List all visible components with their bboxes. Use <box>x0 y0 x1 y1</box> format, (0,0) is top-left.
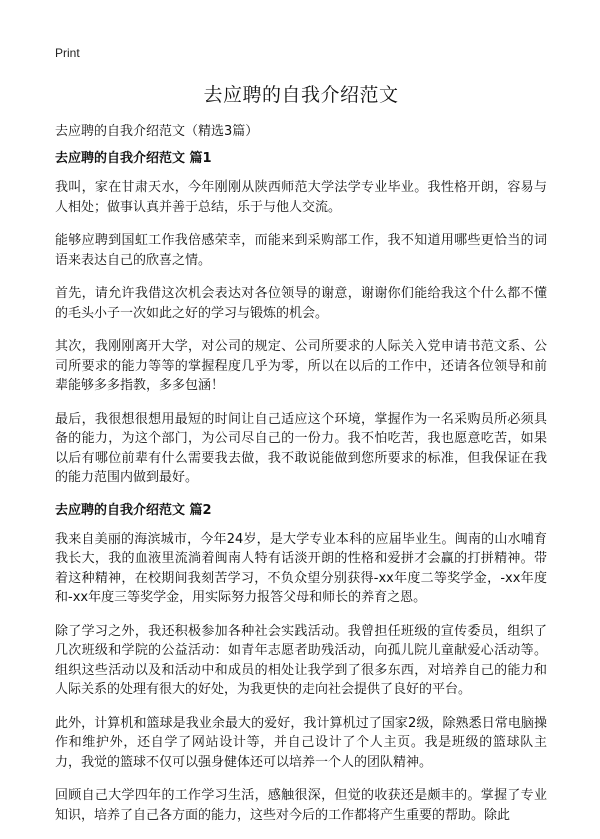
section-1 <box>55 150 547 488</box>
paragraph: 我叫，家在甘肃天水，今年刚刚从陕西师范大学法学专业毕业。我性格开朗，容易与人相处；做事认真并善于总结，乐于与他人交流。 <box>55 180 547 215</box>
paragraph: 最后，我很想很想用最短的时间让自己适应这个环境，掌握作为一名采购员所必须具备的能力，为这个部门，为公司尽自己的一份力。我不怕吃苦，我也愿意吃苦，如果以后有哪位前辈有什么需要我去做，我不敢说能做到您所要求的标准，但我保证在我的能力范围内做到最好。 <box>55 411 547 485</box>
article-body <box>55 150 547 839</box>
paragraph: 首先，请允许我借这次机会表达对各位领导的谢意，谢谢你们能给我这个什么都不懂的毛头小子一次如此之好的学习与锻炼的机会。 <box>55 286 547 321</box>
page-title: 去应聘的自我介绍范文 <box>203 84 399 106</box>
paragraph: 其次，我刚刚离开大学，对公司的规定、公司所要求的人际关入党申请书范文系、公司所要求的能力等等的掌握程度几乎为零，所以在以后的工作中，还请各位领导和前辈能够多多指教，多多包涵！ <box>55 339 547 393</box>
paragraph: 能够应聘到国虹工作我倍感荣幸，而能来到采购部工作，我不知道用哪些更恰当的词语来表达自己的欣喜之情。 <box>55 233 547 268</box>
paragraph: 此外，计算机和篮球是我业余最大的爱好，我计算机过了国家2级，除熟悉日常电脑操作和维护外，还自学了网站设计等，并自己设计了个人主页。我是班级的篮球队主力，我觉的篮球不仅可以强身健体还可以培养一个人的团队精神。 <box>55 715 547 770</box>
paragraph: 我来自美丽的海滨城市，今年24岁，是大学专业本科的应届毕业生。闽南的山水哺育我长大，我的血液里流淌着闽南人特有话淡开朗的性格和爱拼才会赢的打拼精神。带着这种精神，在校期间我刻苦学习，不负众望分别获得-xx年度二等奖学金，-xx年度和-xx年度三等奖学金，用实际努力报答父母和师长的养育之恩。 <box>55 531 547 605</box>
section-2 <box>55 502 547 826</box>
paragraph: 除了学习之外，我还积极参加各种社会实践活动。我曾担任班级的宣传委员，组织了几次班级和学院的公益活动：如青年志愿者助残活动，向孤儿院儿童献爱心活动等。组织这些活动以及和活动中和成员的相处让我学到了很多东西，对培养自己的能力和人际关系的处理有很大的好处，为我更快的走向社会提供了良好的平台。 <box>55 623 547 697</box>
paragraph: 回顾自己大学四年的工作学习生活，感触很深，但觉的收获还是颇丰的。掌握了专业知识，培养了自己各方面的能力，这些对今后的工作都将产生重要的帮助。除此 <box>55 788 547 823</box>
page-subtitle: 去应聘的自我介绍范文（精选3篇） <box>55 124 259 139</box>
print-link[interactable]: Print <box>55 46 80 60</box>
section-heading: 去应聘的自我介绍范文 篇1 <box>55 151 212 166</box>
section-heading: 去应聘的自我介绍范文 篇2 <box>55 502 212 518</box>
